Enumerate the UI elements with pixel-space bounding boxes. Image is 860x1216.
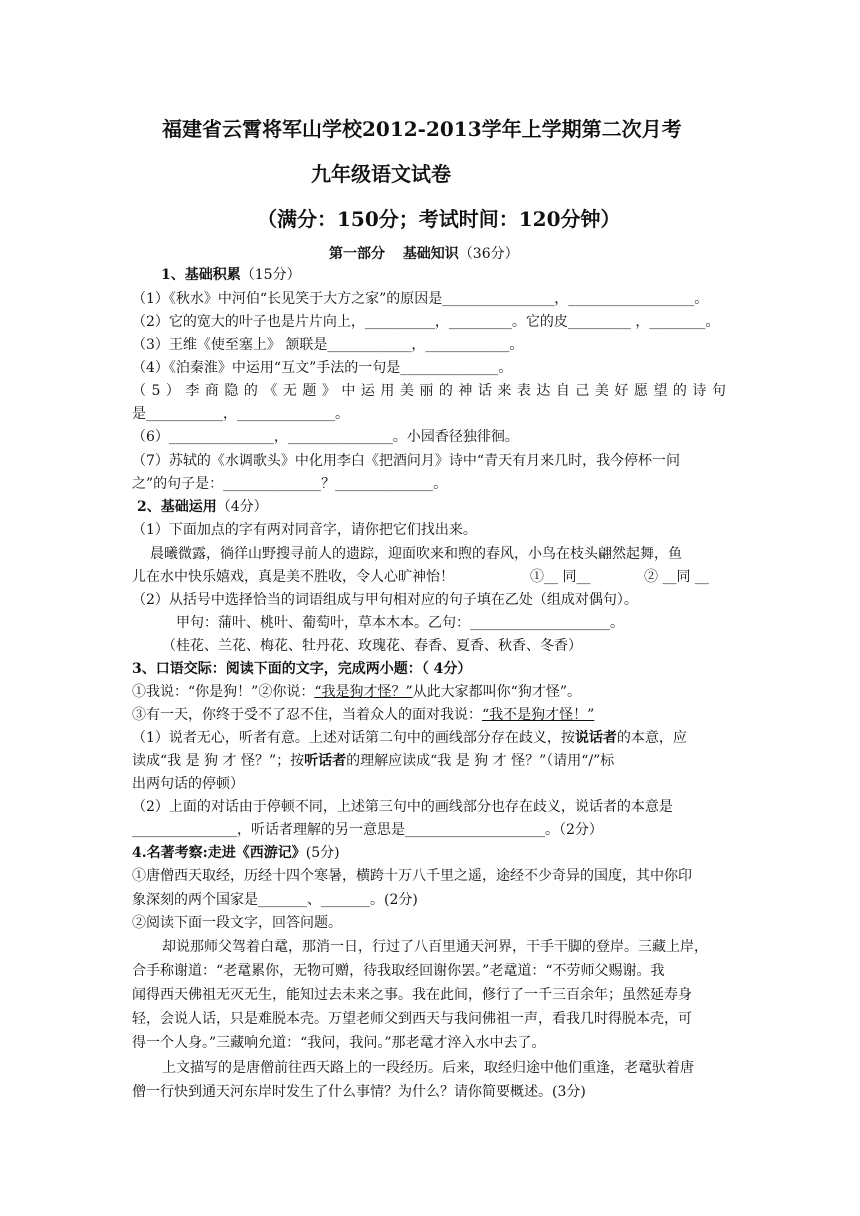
q2-jia-sentence: 甲句：蒲叶、桃叶、葡萄叶，草本木本。乙句：____________________。 xyxy=(176,615,624,631)
q2-blank2: ② __同 __ xyxy=(644,569,709,585)
q3-part1-line2 xyxy=(132,750,742,772)
exam-subtitle: 九年级语文试卷 xyxy=(311,162,451,186)
q3-listener: 听话者 xyxy=(304,753,347,769)
q3-line2-text: ③有一天，你终于受不了忍不住，当着众人的面对我说： xyxy=(132,707,482,723)
q3-p1-text: （1）说者无心，听者有意。上述对话第二句中的画线部分存在歧义，按 xyxy=(132,730,575,746)
q4-passage-line: 闻得西天佛祖无灭无生，能知过去未来之事。我在此间，修行了一千三百余年；虽然延寿身 xyxy=(132,987,692,1003)
q2-sub2: （2）从括号中选择恰当的词语组成与甲句相对应的句子填在乙处（组成对偶句）。 xyxy=(132,592,638,608)
section-heading xyxy=(329,243,742,265)
q4-question-line: 僧一行快到通天河东岸时发生了什么事情？为什么？请你简要概述。(3分) xyxy=(132,1084,586,1100)
q4-s1-line1: ①唐僧西天取经，历经十四个寒暑，横跨十万八千里之遥，途经不少奇异的国度，其中你印 xyxy=(132,868,692,884)
q3-part1-line3: 出两句话的停顿） xyxy=(132,776,244,792)
q1-item: （5）李商隐的《无题》中运用美丽的神话来表达自己美好愿望的诗句 xyxy=(132,383,732,399)
q2-heading xyxy=(137,496,742,518)
q2-points: （4分） xyxy=(216,499,268,515)
q3-speaker: 说话者 xyxy=(574,730,617,746)
q1-title: 1、基础积累 xyxy=(161,267,241,283)
q3-p1-tail: 的本意，应 xyxy=(616,730,687,746)
q3-p2-tail: 的理解应读成“我 是 狗 才 怪？”（请用“/”标 xyxy=(346,753,615,769)
q4-passage-line: 合手称谢道：“老鼋累你，无物可赠，待我取经回谢你罢。”老鼋道：“不劳师父赐谢。我 xyxy=(132,963,665,979)
q2-passage-text: 儿在水中快乐嬉戏，真是美不胜收，令人心旷神怡！ xyxy=(132,569,454,585)
q1-item: （3）王维《使至塞上》 颔联是____________，____________。 xyxy=(132,337,524,353)
q3-dialog-line1 xyxy=(132,681,742,703)
q1-heading xyxy=(161,264,742,286)
q3-heading: 3、口语交际：阅读下面的文字，完成两小题：（ 4分） xyxy=(132,661,472,677)
section-subheading: 基础知识 xyxy=(402,246,459,262)
q1-item: 是___________，______________。 xyxy=(132,406,349,422)
q4-points: (5分) xyxy=(305,845,340,861)
q3-dialog-line2 xyxy=(132,704,742,726)
q3-p2-text: 读成“我 是 狗 才 怪？”；按 xyxy=(132,753,305,769)
q4-passage-line: 轻，会说人话，只是难脱本壳。万望老师父到西天与我问佛祖一声，看我几时得脱本壳，可 xyxy=(132,1011,692,1027)
q3-part1-line1 xyxy=(132,727,742,749)
q4-passage-line: 却说那师父驾着白鼋，那消一日，行过了八百里通天河界，干手干脚的登岸。三藏上岸， xyxy=(162,939,708,955)
q3-part2-line1: （2）上面的对话由于停顿不同，上述第三句中的画线部分也存在歧义，说话者的本意是 xyxy=(132,799,673,815)
q4-passage-line: 得一个人身。”三藏响允道：“我问，我问。”那老鼋才淬入水中去了。 xyxy=(132,1035,546,1051)
section-points: （36分） xyxy=(458,246,519,262)
section-label: 第一部分 xyxy=(329,246,385,262)
q3-line1-text: ①我说：“你是狗！”②你说： xyxy=(132,684,315,700)
q1-item: （6）_______________，_______________。小园香径独徘徊。 xyxy=(132,429,519,445)
q2-sub1: （1）下面加点的字有两对同音字，请你把它们找出来。 xyxy=(132,522,477,538)
q1-item: （4）《泊秦淮》中运用“互文”手法的一句是______________。 xyxy=(132,360,513,376)
q4-title: 4.名著考察:走进《西游记》 xyxy=(132,845,306,861)
q3-underlined-1: “我是狗才怪？” xyxy=(314,684,413,700)
q2-passage-line2 xyxy=(132,566,742,588)
exam-score-time: （满分：150分；考试时间：120分钟） xyxy=(257,207,621,231)
q2-options: （桂花、兰花、梅花、牡丹花、玫瑰花、春香、夏香、秋香、冬香） xyxy=(162,638,582,654)
q2-title: 2、基础运用 xyxy=(137,499,217,515)
exam-title: 福建省云霄将军山学校2012-2013学年上学期第二次月考 xyxy=(162,117,682,141)
q3-underlined-2: “我不是狗才怪！” xyxy=(482,707,595,723)
q2-blank1: ①__ 同__ xyxy=(530,569,591,585)
q1-item: （2）它的宽大的叶子也是片片向上，__________，_________。它的皮_________ ，________。 xyxy=(132,314,720,330)
q1-item: （7）苏轼的《水调歌头》中化用李白《把酒问月》诗中“青天有月来几时，我今停杯一问 xyxy=(132,453,681,469)
q4-question-line: 上文描写的是唐僧前往西天路上的一段经历。后来，取经归途中他们重逢，老鼋驮着唐 xyxy=(162,1060,694,1076)
q1-item: 之”的句子是：______________？______________。 xyxy=(132,476,448,492)
q1-points: （15分） xyxy=(240,267,301,283)
q1-item: （1）《秋水》中河伯“长见笑于大方之家”的原因是________________，__________________。 xyxy=(132,291,709,307)
q4-s1-line2: 象深刻的两个国家是_______、_______。(2分) xyxy=(132,892,418,908)
q4-s2: ②阅读下面一段文字，回答问题。 xyxy=(132,915,342,931)
q3-line1-tail: 从此大家都叫你“狗才怪”。 xyxy=(412,684,581,700)
q4-heading xyxy=(132,842,742,864)
q2-passage-line1: 晨曦微露，徜徉山野搜寻前人的遗踪，迎面吹来和煦的春风，小鸟在枝头翩然起舞，鱼 xyxy=(150,546,682,562)
q3-part2-line2: _______________，听话者理解的另一意思是____________________。（2分） xyxy=(132,822,603,838)
